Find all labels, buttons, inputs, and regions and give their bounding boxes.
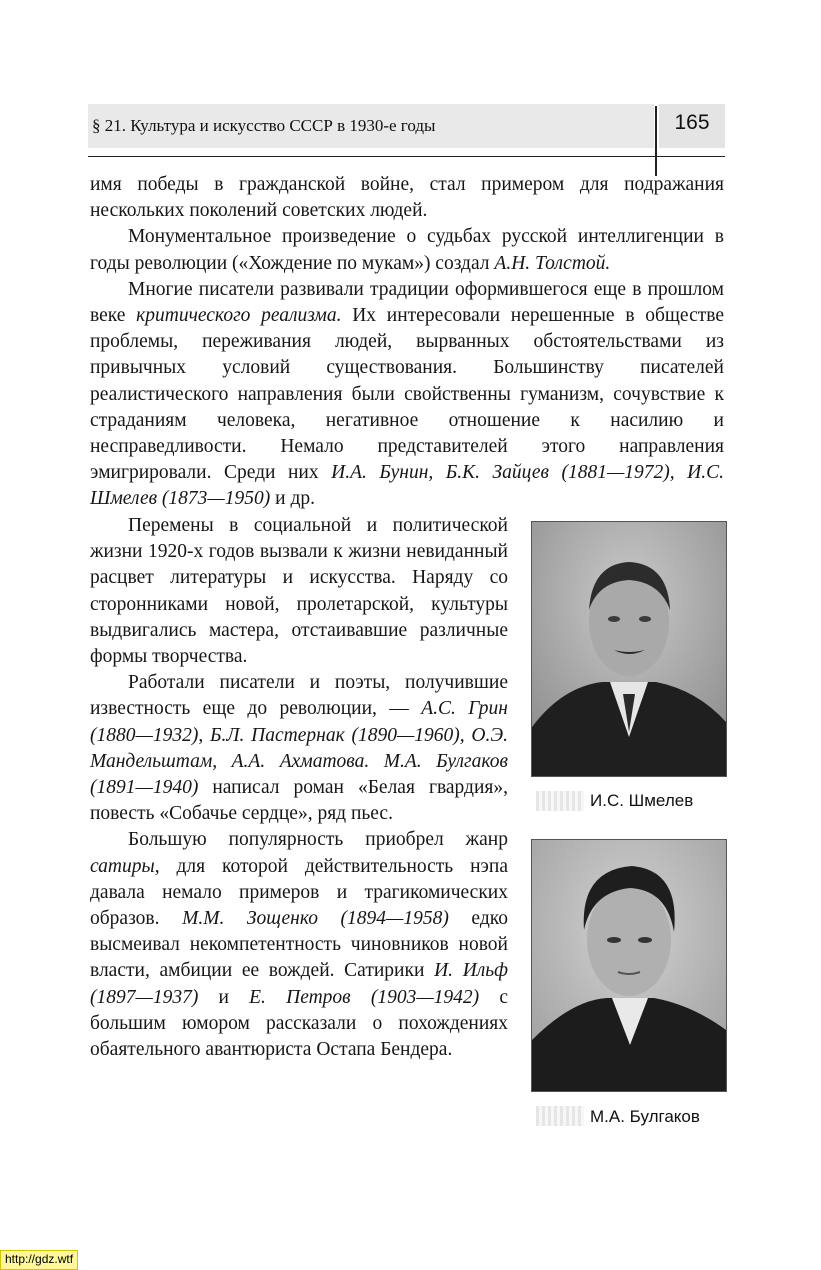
body-text-column (90, 513, 508, 1063)
paragraph-satire: Большую популярность приобрел жанр сатиры, для которой действительность нэпа давала немало примеров и трагикомических образов. М.М. Зощенко (1894—1958) едко высмеивал некомпетентность чиновников новой власти, амбиции ее вождей. Сатирики И. Ильф (1897—1937) и Е. Петров (1903—1942) с большим юмором рассказали о похождениях обаятельного авантюриста Остапа Бендера. (90, 829, 508, 1061)
header-divider (655, 106, 657, 176)
paragraph-1920s: Перемены в социальной и политической жизни 1920-х годов вызвали к жизни невиданный расцвет литературы и искусства. Наряду со сторонниками новой, пролетарской, культуры выдвигались мастера, отстаивавшие различные формы творчества. (90, 515, 508, 668)
paragraph-tolstoy: Монументальное произведение о судьбах русской интеллигенции в годы революции («Хождение по мукам») создал А.Н. Толстой. (90, 226, 724, 274)
page-number: 165 (674, 111, 710, 134)
author-names: И.А. Бунин, Б.К. Зайцев (1881—1972), И.С. Шмелев (1873—1950) (90, 462, 724, 510)
author-names: Е. Петров (1903—1942) (249, 986, 480, 1008)
author-names: М.М. Зощенко (1894—1958) (182, 908, 449, 930)
paragraph-writers: Работали писатели и поэты, получившие известность еще до революции, — А.С. Грин (1880—1932), Б.Л. Пастернак (1890—1960), О.Э. Мандельштам, А.А. Ахматова. М.А. Булгаков (1891—1940) написал роман «Белая гвардия», повесть «Собачье сердце», ряд пьес. (90, 672, 509, 825)
caption-decoration (536, 791, 584, 811)
author-names: Б.Л. Пастернак (1890—1960), О.Э. Мандельштам, А.А. Ахматова. М.А. Булгаков (1891—1940) (90, 724, 509, 799)
photo-caption-shmelev: И.С. Шмелев (590, 791, 694, 810)
photo-caption-bulgakov: М.А. Булгаков (590, 1107, 700, 1126)
running-header-title: § 21. Культура и искусство СССР в 1930-е годы (92, 116, 436, 135)
portrait-photo-shmelev (531, 521, 727, 777)
source-watermark: http://gdz.wtf (0, 1250, 78, 1270)
portrait-photo-bulgakov (531, 839, 727, 1092)
author-names: И. Ильф (1897—1937) (90, 960, 508, 1008)
paragraph-critical-realism: Многие писатели развивали традиции оформившегося еще в прошлом веке критического реализма. Их интересовали нерешенные в обществе проблемы, переживания людей, вырванных обстоятельствами из привычных условий существования. Большинству писателей реалистического направления были свойственны гуманизм, сочувствие к страданиям человека, негативное отношение к насилию и несправедливости. Немало представителей этого направления эмигрировали. Среди них И.А. Бунин, Б.К. Зайцев (1881—1972), И.С. Шмелев (1873—1950) и др. (90, 278, 724, 510)
paragraph-continuation: имя победы в гражданской войне, стал примером для подражания нескольких поколений советских людей. (90, 174, 724, 222)
author-name: А.Н. Толстой. (494, 252, 611, 274)
caption-decoration (536, 1106, 584, 1126)
term-italic: сатиры (90, 855, 155, 877)
author-names: А.С. Грин (1880—1932) (90, 698, 508, 746)
body-text-full-width (90, 172, 724, 513)
header-rule (88, 156, 725, 157)
term-italic: критического реализма. (136, 305, 342, 327)
